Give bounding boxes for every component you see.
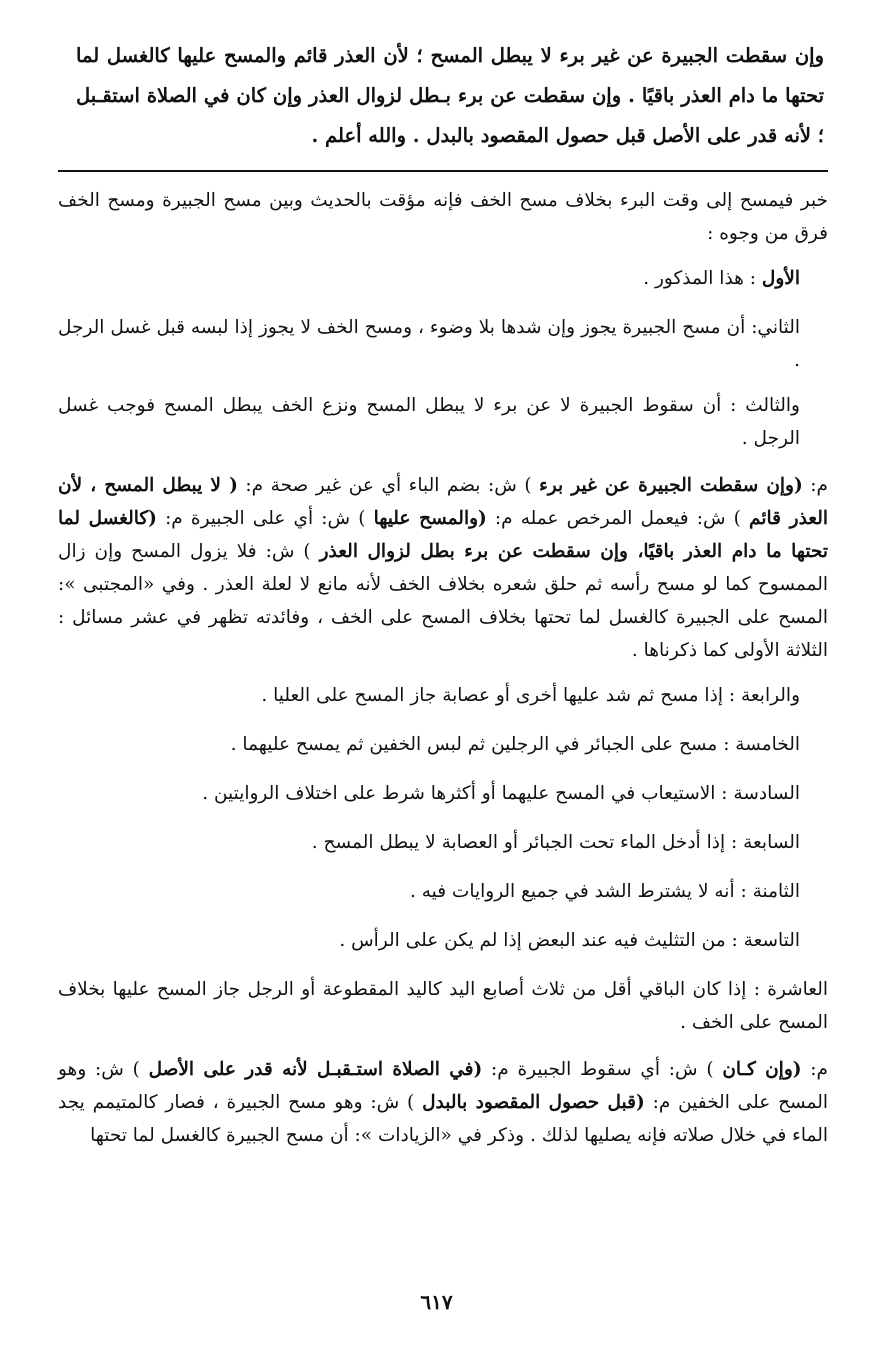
point-first <box>58 262 828 295</box>
m1-marker: م: <box>802 475 828 496</box>
point-first-text: : هذا المذكور . <box>643 268 762 289</box>
m1-quote-4: (كالغسل لما تحتها ما دام العذر باقيًا، وإن سقطت عن برء بطل لزوال العذر <box>58 508 828 562</box>
issue-seventh: السابعة : إذا أدخل الماء تحت الجبائر أو العصابة لا يبطل المسح . <box>311 832 800 853</box>
commentary-paragraph-m2 <box>58 1053 828 1152</box>
commentary-paragraph-m1 <box>58 469 828 667</box>
issue-eighth: الثامنة : أنه لا يشترط الشد في جميع الروايات فيه . <box>409 881 800 902</box>
issue-fifth: الخامسة : مسح على الجبائر في الرجلين ثم لبس الخفين ثم يمسح عليهما . <box>230 734 800 755</box>
m2-comment-1: ) ش: أي سقوط الجبيرة م: <box>482 1059 723 1080</box>
m1-quote-3: (والمسح عليها <box>373 508 487 529</box>
point-second: الثاني: أن مسح الجبيرة يجوز وإن شدها بلا وضوء ، ومسح الخف لا يجوز إذا لبسه قبل غسل الرجل . <box>58 317 800 371</box>
matn-text: وإن سقطت الجبيرة عن غير برء لا يبطل المسح ؛ لأن العذر قائم والمسح عليها كالغسل لما تحتها ما دام العذر باقيًا . وإن سقطت عن برء بـطل لزوال العذر وإن كان في الصلاة استقـبل ؛ لأنه قدر على الأصل قبل حصول المقصود بالبدل . والله أعلم . <box>76 44 824 147</box>
commentary-paragraph-intro: خبر فيمسح إلى وقت البرء بخلاف مسح الخف فإنه مؤقت بالحديث وبين مسح الجبيرة ومسح الخف فرق من وجوه : <box>58 190 828 244</box>
m1-comment-5: فلا يزول المسح وإن زال الممسوح كما لو مسح رأسه ثم حلق شعره بخلاف الخف لأنه مانع لا لعلة العذر . وفي «المجتبى »: المسح على الجبيرة كالغسل لما تحتها بخلاف المسح على الخف ، وفائدته تظهر في عشر مسائل : الثلاثة الأولى كما ذكرناها . <box>58 541 828 661</box>
m2-quote-2: (في الصلاة استـقبـل لأنه قدر على الأصل <box>148 1059 483 1080</box>
m2-comment-2: ) ش: وهو المسح على الخفين م: <box>58 1059 828 1113</box>
page <box>58 28 828 1164</box>
m2-quote-1: (وإن كـان <box>722 1059 802 1080</box>
divider-line <box>58 170 828 172</box>
point-third: والثالث : أن سقوط الجبيرة لا عن برء لا يبطل المسح ونزع الخف يبطل المسح فوجب غسل الرجل . <box>58 395 800 449</box>
m1-quote-2: ( لا يبطل المسح ، لأن العذر قائم <box>58 475 829 529</box>
issue-fourth: والرابعة : إذا مسح ثم شد عليها أخرى أو عصابة جاز المسح على العليا . <box>261 685 800 706</box>
m2-marker: م: <box>801 1059 828 1080</box>
m2-quote-3: (قبل حصول المقصود بالبدل <box>422 1092 645 1113</box>
m1-quote-1: (وإن سقطت الجبيرة عن غير برء <box>539 475 803 496</box>
page-number: ٦١٧ <box>420 1290 453 1314</box>
issue-sixth: السادسة : الاستيعاب في المسح عليهما أو أكثرها شرط على اختلاف الروايتين . <box>202 783 800 804</box>
commentary <box>58 184 828 1152</box>
m1-comment-3: ) ش: أي على الجبيرة م: <box>156 508 374 529</box>
m1-comment-2: ) ش: فيعمل المرخص عمله م: <box>486 508 750 529</box>
m1-comment-4: ) ش: <box>256 541 320 562</box>
issue-ninth: التاسعة : من التثليث فيه عند البعض إذا لم يكن على الرأس . <box>339 930 800 951</box>
point-first-label: الأول <box>761 268 800 289</box>
m2-comment-3: ) ش: وهو مسح الجبيرة ، فصار كالمتيمم يجد الماء في خلال صلاته فإنه يصليها لذلك . وذكر في «الزيادات »: أن مسح الجبيرة كالغسل لما تحتها <box>58 1092 828 1146</box>
issue-tenth: العاشرة : إذا كان الباقي أقل من ثلاث أصابع اليد كاليد المقطوعة أو الرجل جاز المسح عليها بخلاف المسح على الخف . <box>58 979 828 1033</box>
m1-comment-1: ) ش: بضم الباء أي عن غير صحة م: <box>237 475 540 496</box>
